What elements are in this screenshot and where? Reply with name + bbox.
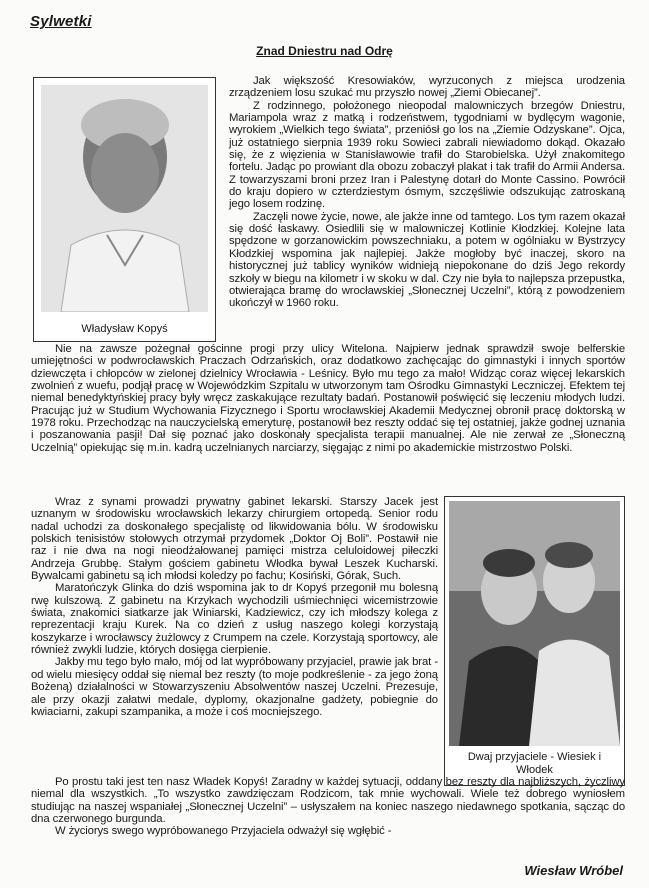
friends-caption: Dwaj przyjaciele - Wiesiek i Włodek <box>467 751 602 776</box>
practice-column <box>31 496 438 718</box>
intro-column <box>229 75 625 310</box>
friends-photo-frame <box>444 496 625 786</box>
paragraph: Z rodzinnego, położonego nieopodal malowniczych brzegów Dniestru, Mariampola wraz z matką i rodzeństwem, tygodniami w bydlęcym wagonie, wyrokiem „Wielkich tego świata”, przeniósł go los na „Ziemie Odzyskane”. Ojca, już ostatniego sierpnia 1939 roku Sowieci zabrali niewiadomo dokąd. Okazało się, że z więzienia w Stanisławowie trafił do Starobielska. Użył znakomitego fortelu. Jadąc po prowiant dla obozu zobaczył plakat i tak trafił do Armii Andersa. Z towarzyszami broni przez Iran i Palestynę dotarł do Monte Cassino. Powrócił do kraju dopiero w czterdziestym ósmym, szczęśliwie odszukując zatroskaną jego losem rodzinę. <box>229 99 625 211</box>
paragraph: Po prostu taki jest ten nasz Władek Kopyś! Zaradny w każdej sytuacji, oddany bez reszty dla najbliższych, życzliwy niemal dla wszystkich. „To wszystko zawdzięczam Rodzicom, tak mnie wychowali. Wiele też dobrego wyniosłem studiując na naszej wspaniałej „Słonecznej Uczelni” – usłyszałem na koniec naszego niedawnego spotkania, sącząc do dna czerwonego burgunda. <box>31 776 625 826</box>
portrait-photo <box>41 85 208 312</box>
friends-image-icon <box>449 501 620 746</box>
article-title: Znad Dniestru nad Odrę <box>256 44 393 58</box>
closing-block <box>31 776 625 838</box>
paragraph: Zaczęli nowe życie, nowe, ale jakże inne od tamtego. Los tym razem okazał się dość łaskawy. Osiedlili się w malowniczej Kotlinie Kłodzkiej. Kolejne lata spędzone w gorzanowickim powszechniaku, a potem w ogólniaku w Bystrzycy Kłodzkiej wspomina jak najlepiej. Jakże mogłoby być inaczej, skoro na historycznej już tablicy wyników widnieją niepokonane do dziś Jego rekordy szkoły w biegu na kilometr i w skoku w dal. Czy nie była to najlepsza przepustka, otwierająca bramę do wrocławskiej „Słonecznej Uczelni”, którą z powodzeniem ukończył w 1960 roku. <box>229 210 625 310</box>
paragraph: Wraz z synami prowadzi prywatny gabinet lekarski. Starszy Jacek jest uznanym w środowisku wrocławskich lekarzy chirurgiem ortopedą. Senior rodu nadal uchodzi za doskonałego specjalistę od likwidowania bólu. W środowisku polskich tenisistów stołowych otrzymał przydomek „Doktor Oj Boli”. Postawił nie raz i nie dwa na nogi nieodżałowanej pamięci mistrza celuloidowej piłeczki Andrzeja Grubbę. Stałym gościem gabinetu Włodka bywał Leszek Kucharski. Bywalcami gabinetu są ich młodsi koledzy po fachu; Kosiński, Górak, Such. <box>31 496 438 583</box>
portrait-caption: Władysław Kopyś <box>81 323 168 335</box>
friends-photo <box>449 501 620 746</box>
paragraph: W życiorys swego wypróbowanego Przyjaciela odważył się wgłębić - <box>55 825 392 838</box>
paragraph: Nie na zawsze pożegnał gościnne progi przy ulicy Witelona. Najpierw jednak sprawdził swoje belferskie umiejętności w podwrocławskich Praczach Odrzańskich, oraz dodatkowo zachęcając do gimnastyki i innych sportów dziewczęta i chłopców w zielonej dzielnicy Wrocławia - Leśnicy. Było mu tego za mało! Widząc coraz więcej lekarskich zwolnień z wuefu, podjął pracę w Wojewódzkim Szpitalu w utworzonym tam Ośrodku Gimnastyki Leczniczej. Efektem tej niemal benedyktyńskiej pracy były wręcz zaskakujące rezultaty badań. Postanowił poświęcić się leczeniu młodych ludzi. Pracując już w Studium Wychowania Fizycznego i Sportu wrocławskiej Akademii Medycznej obronił pracę doktorską w 1978 roku. Przechodząc na nauczycielską emeryturę, postanowił bez reszty oddać się tej ostatniej, jakże godnej uznania i poszanowania pasji! Dał się poznać jako doskonały specjalista terapii manualnej. Ale nie zerwał ze „Słoneczną Uczelnią” opiekując się m.in. kadrą uczelnianych narciarzy, sięgając z nimi po akademickie mistrzostwo Polski. <box>31 343 625 454</box>
paragraph: Jak większość Kresowiaków, wyrzuconych z miejsca urodzenia zrządzeniem losu szukać mu przyszło nowej „Ziemi Obiecanej”. <box>229 75 625 100</box>
portrait-image-icon <box>41 85 208 312</box>
paragraph: Jakby mu tego było mało, mój od lat wypróbowany przyjaciel, prawie jak brat - od wielu miesięcy oddał się niemal bez reszty (to moje podkreślenie - za jego żoną Bożeną) działalności w Stowarzyszeniu Absolwentów naszej Uczelni. Prezesuje, ale przy okazji załatwi medale, dyplomy, okazjonalne gadżety, pobiegnie do kwiaciarni, zakupi szampanika, a może i coś mocniejszego. <box>31 656 438 718</box>
section-header: Sylwetki <box>30 13 92 30</box>
author-signature: Wiesław Wróbel <box>524 863 623 878</box>
paragraph: Maratończyk Glinka do dziś wspomina jak to dr Kopyś przegonił mu bolesną rwę kulszową. Z gabinetu na Krzykach wychodzili uśmiechnięci wicemistrzowie świata, znakomici siatkarze jak Winiarski, Kadziewicz, czy ich młodszy kolega z reprezentacji kraju Kurek. Na co dzień z usług naszego kolegi korzystają koszykarze i wrocławscy żużlowcy z Crumpem na czele. Korzystają sportowcy, ale również zwykli ludzie, których dosięga cierpienie. <box>31 582 438 657</box>
career-block <box>31 343 625 454</box>
portrait-photo-frame <box>33 77 216 342</box>
